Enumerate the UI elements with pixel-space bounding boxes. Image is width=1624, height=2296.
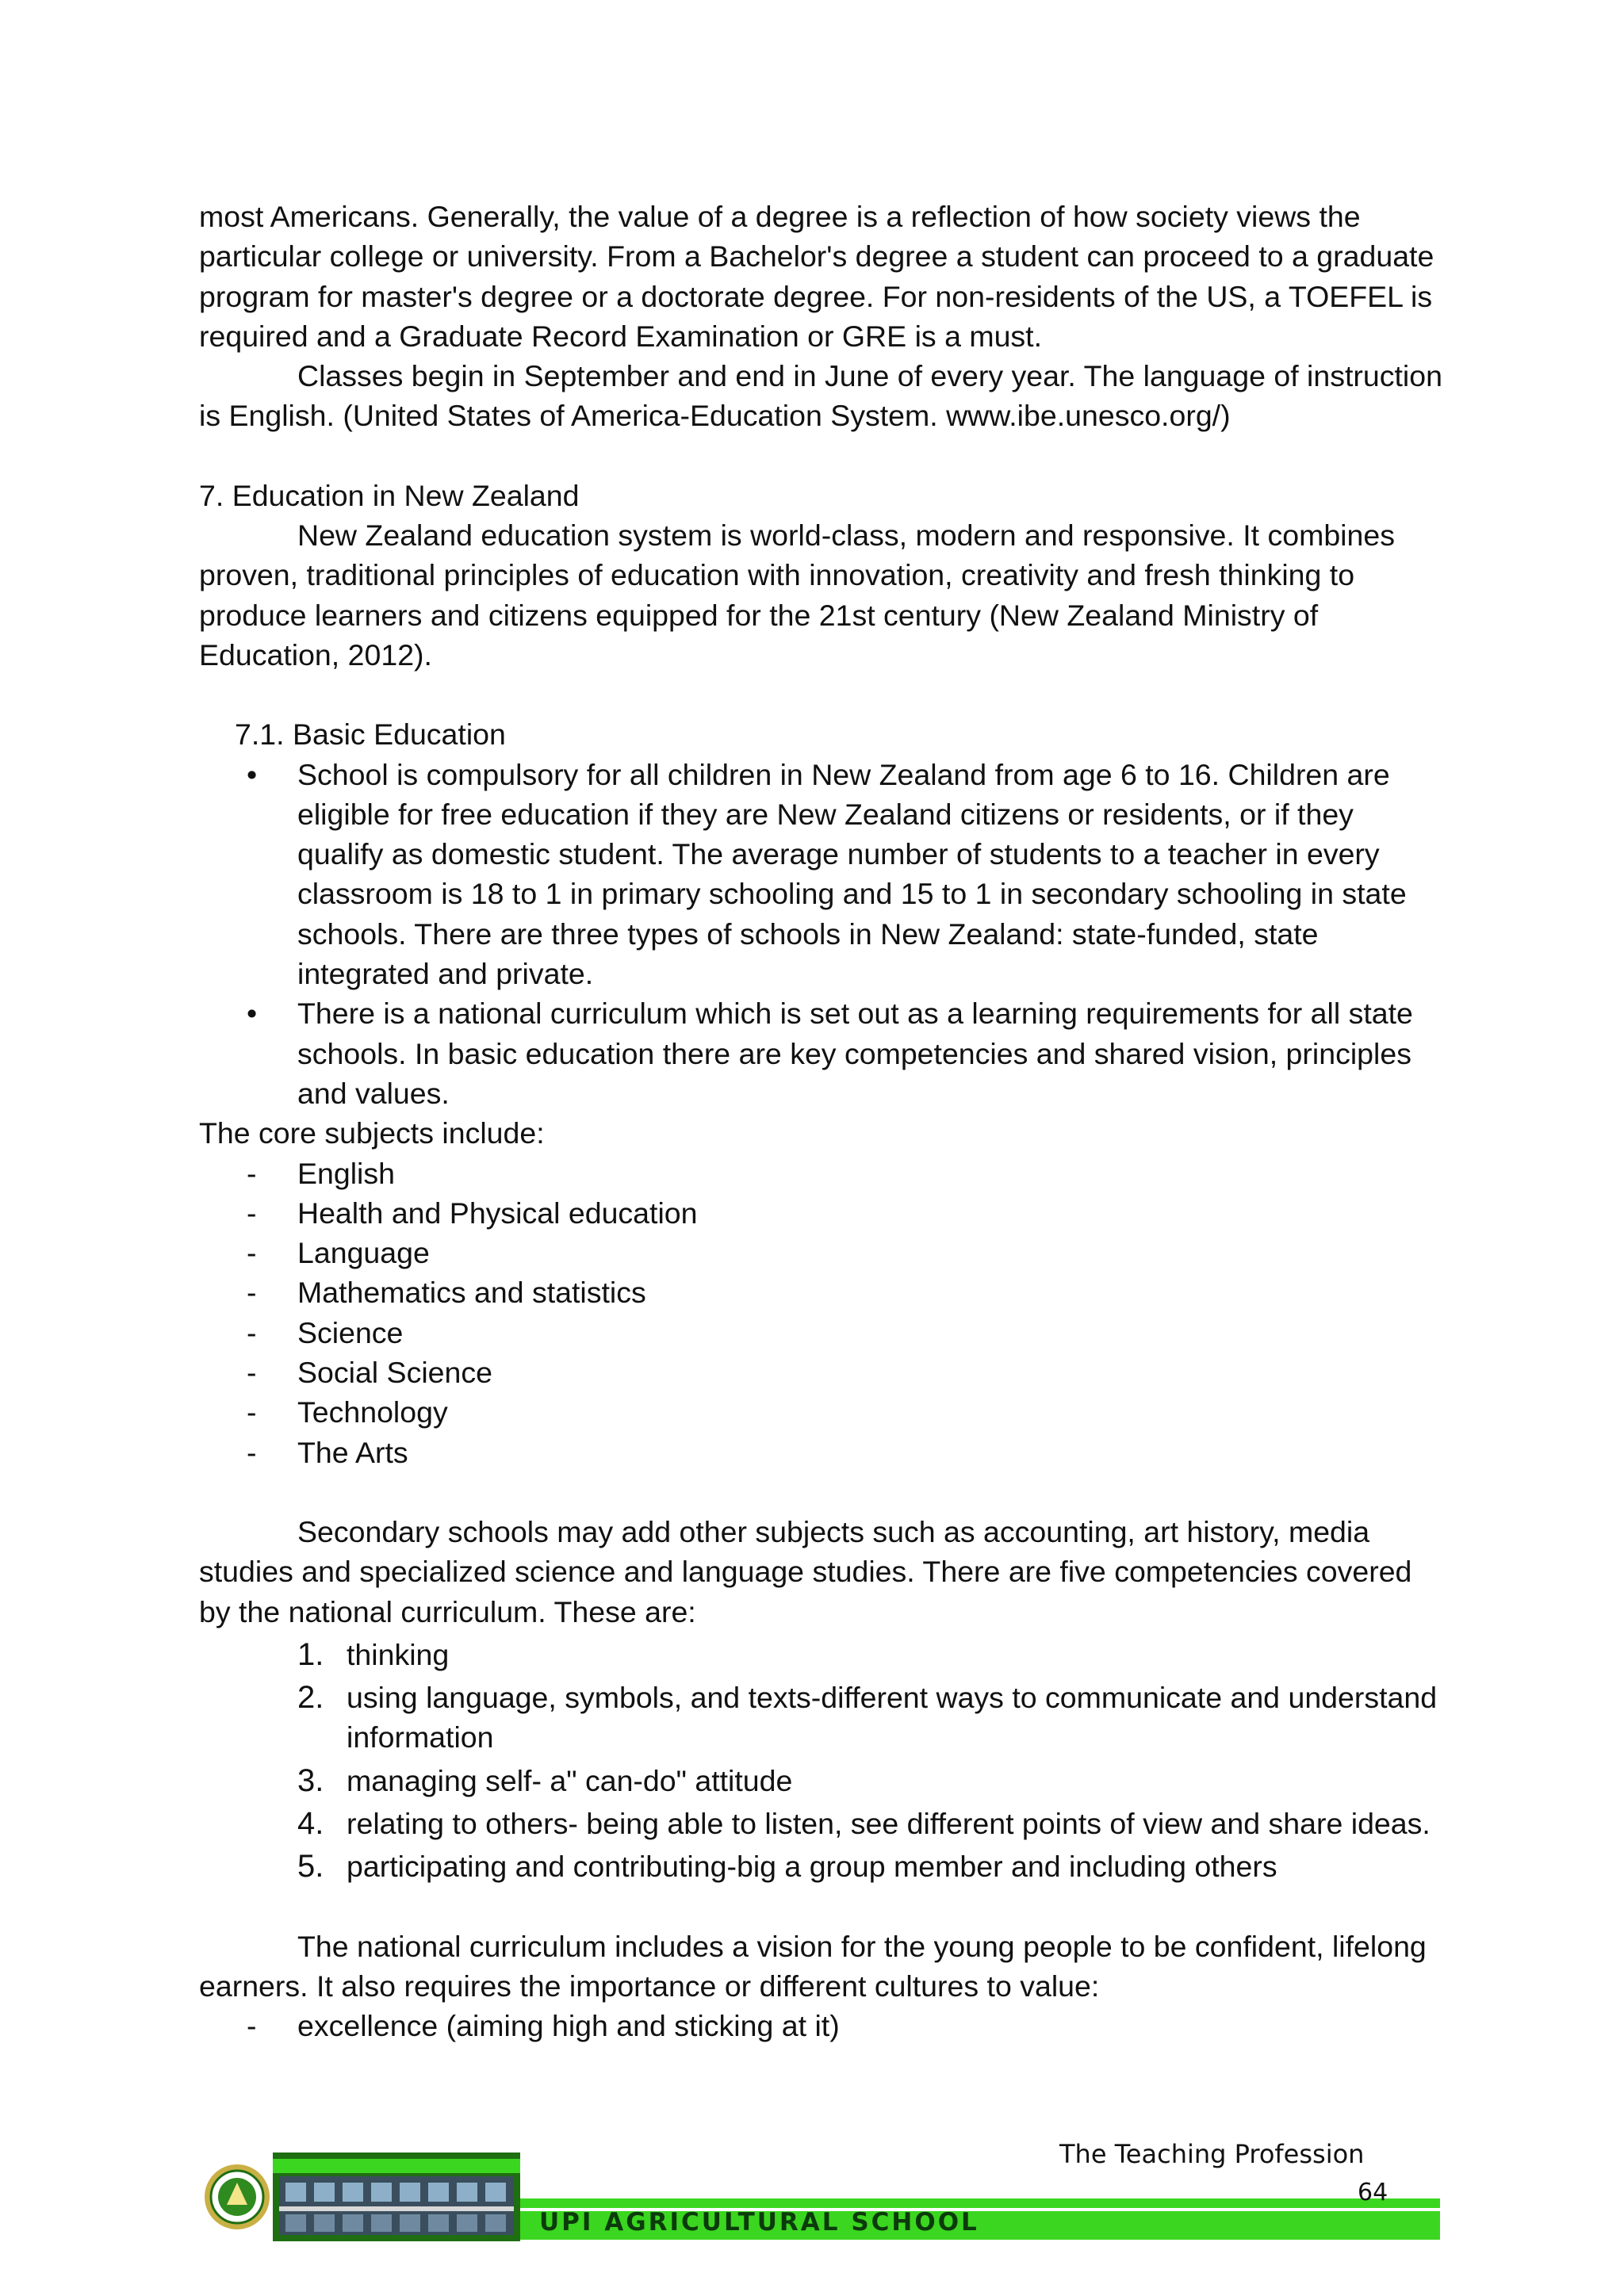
dash-icon: - — [247, 1435, 257, 1469]
paragraph-nz-intro: New Zealand education system is world-class, modern and responsive. It combines proven, traditional principles of education with innovation, creativity and fresh thinking to produce learners and citizens equipped for the 21st century (New Zealand Ministry of Education, 2012). — [199, 519, 1395, 672]
dash-icon: - — [247, 1276, 257, 1310]
list-item — [199, 1353, 1444, 1392]
list-item — [199, 1193, 1444, 1233]
list-item-text: Mathematics and statistics — [297, 1276, 646, 1310]
list-item-text: managing self- a" can-do" attitude — [347, 1763, 793, 1797]
list-item — [199, 1635, 1444, 1674]
dash-icon: - — [247, 2009, 257, 2043]
dash-icon: - — [247, 1315, 257, 1349]
spacer — [199, 436, 1444, 476]
list-item — [199, 1846, 1444, 1886]
list-item-text: School is compulsory for all children in New Zealand from age 6 to 16. Children are eligible for free education if they are New Zealand citizens or residents, or if they qualify as domestic student. The average number of students to a teacher in every classroom is 18 to 1 in primary schooling and 15 to 1 in secondary schooling in state schools. There are three types of schools in New Zealand: state-funded, state integrated and private. — [297, 757, 1407, 991]
list-item-text: participating and contributing-big a group member and including others — [347, 1850, 1277, 1884]
list-item-text: Health and Physical education — [297, 1196, 698, 1230]
subsection-heading: 7.1. Basic Education — [235, 718, 506, 752]
school-name: UPI AGRICULTURAL SCHOOL — [539, 2208, 979, 2237]
list-item — [199, 1678, 1444, 1758]
paragraph-secondary-schools: Secondary schools may add other subjects such as accounting, art history, media studies and specialized science and language studies. There are five competencies covered by the national curriculum. These are: — [199, 1514, 1412, 1628]
list-item-text: There is a national curriculum which is set out as a learning requirements for all state schools. In basic education there are key competencies and shared vision, principles and values. — [297, 997, 1413, 1110]
list-item-text: English — [297, 1156, 395, 1190]
paragraph-us-classes: Classes begin in September and end in June of every year. The language of instruction is English. (United States of America-Education System. www.ibe.unesco.org/) — [199, 359, 1442, 433]
spacer — [199, 1472, 1444, 1512]
document-body — [199, 197, 1444, 2045]
list-number: 4. — [297, 1805, 324, 1841]
dash-icon: - — [247, 1356, 257, 1390]
list-item — [199, 1154, 1444, 1193]
dash-icon: - — [247, 1156, 257, 1190]
list-item-text: Science — [297, 1315, 404, 1349]
list-item-text: Technology — [297, 1395, 448, 1429]
paragraph-national-curriculum: The national curriculum includes a vision for the young people to be confident, lifelong earners. It also requires the importance or different cultures to value: — [199, 1929, 1427, 2003]
list-number: 3. — [297, 1762, 324, 1798]
list-number: 2. — [297, 1680, 324, 1716]
list-number: 1. — [297, 1636, 324, 1672]
page-number: 64 — [1358, 2179, 1388, 2206]
list-item — [199, 755, 1444, 994]
bullet-icon: • — [247, 997, 258, 1031]
dash-icon: - — [247, 1196, 257, 1230]
bullet-icon: • — [247, 757, 258, 791]
spacer — [199, 1887, 1444, 1927]
list-item — [199, 1392, 1444, 1432]
list-item — [199, 1233, 1444, 1272]
list-item — [199, 1804, 1444, 1843]
list-item-text: using language, symbols, and texts-different ways to communicate and understand information — [347, 1681, 1438, 1755]
core-subjects-intro: The core subjects include: — [199, 1116, 545, 1150]
banner-green-stripe-top — [520, 2198, 1440, 2208]
list-item-text: relating to others- being able to listen, see different points of view and share ideas. — [347, 1806, 1431, 1840]
core-subjects-list — [199, 1154, 1444, 1472]
paragraph-us-degree: most Americans. Generally, the value of a degree is a reflection of how society views the particular college or university. From a Bachelor's degree a student can proceed to a graduate program for master's degree or a doctorate degree. For non-residents of the US, a TOEFEL is required and a Graduate Record Examination or GRE is a must. — [199, 200, 1434, 353]
list-item — [199, 1433, 1444, 1472]
list-item-text: excellence (aiming high and sticking at it) — [297, 2009, 840, 2043]
list-number: 5. — [297, 1849, 324, 1885]
footer-title: The Teaching Profession — [1059, 2139, 1365, 2169]
list-item — [199, 2006, 1444, 2045]
list-item — [199, 1761, 1444, 1800]
school-building-photo-icon — [273, 2152, 520, 2241]
list-item-text: thinking — [347, 1637, 450, 1671]
competencies-list — [199, 1635, 1444, 1887]
values-list — [199, 2006, 1444, 2045]
list-item — [199, 1272, 1444, 1312]
list-item — [199, 993, 1444, 1113]
school-seal-icon — [205, 2164, 270, 2229]
list-item-text: Language — [297, 1236, 430, 1270]
dash-icon: - — [247, 1395, 257, 1429]
list-item — [199, 1313, 1444, 1353]
list-item-text: Social Science — [297, 1356, 492, 1390]
section-heading: 7. Education in New Zealand — [199, 478, 580, 512]
list-item-text: The Arts — [297, 1435, 408, 1469]
dash-icon: - — [247, 1236, 257, 1270]
basic-education-list — [199, 755, 1444, 1114]
spacer — [199, 675, 1444, 714]
